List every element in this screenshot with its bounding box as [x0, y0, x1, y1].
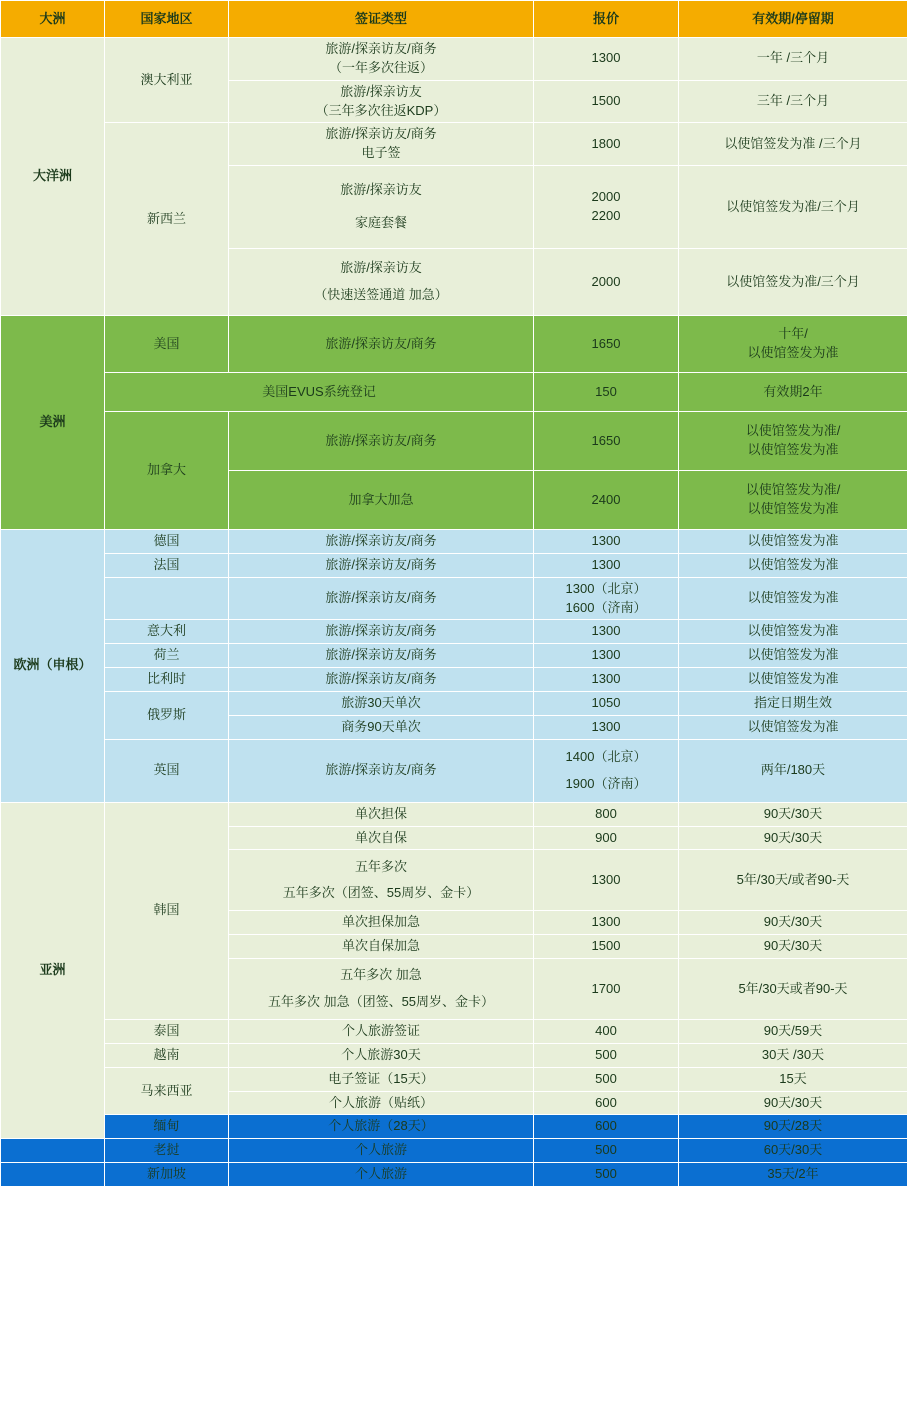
column-header-price: 报价 — [534, 1, 679, 38]
price: 800 — [534, 802, 679, 826]
validity: 以使馆签发为准 — [679, 530, 907, 554]
visa-type-line1: 旅游/探亲访友/商务 — [325, 41, 437, 56]
validity: 以使馆签发为准 — [679, 620, 907, 644]
country-myanmar: 缅甸 — [105, 1115, 229, 1139]
visa-type — [229, 123, 534, 166]
validity: 90天/30天 — [679, 911, 907, 935]
validity: 90天/30天 — [679, 935, 907, 959]
country-usa: 美国 — [105, 316, 229, 373]
visa-type: 旅游/探亲访友/商务 — [229, 553, 534, 577]
price: 150 — [534, 373, 679, 412]
table-row — [1, 373, 907, 412]
price: 1500 — [534, 80, 679, 123]
country-russia: 俄罗斯 — [105, 691, 229, 739]
price: 1300 — [534, 553, 679, 577]
visa-type: 旅游/探亲访友/商务 — [229, 530, 534, 554]
table-row — [1, 553, 907, 577]
visa-type: 个人旅游（28天） — [229, 1115, 534, 1139]
country-laos: 老挝 — [105, 1139, 229, 1163]
country-italy: 意大利 — [105, 620, 229, 644]
country-korea: 韩国 — [105, 802, 229, 1019]
price: 2400 — [534, 471, 679, 530]
price: 1650 — [534, 316, 679, 373]
price: 1300 — [534, 530, 679, 554]
visa-type-line1: 旅游/探亲访友/商务 — [325, 126, 437, 142]
price: 500 — [534, 1163, 679, 1187]
table-row — [1, 123, 907, 166]
validity: 以使馆签发为准 — [679, 668, 907, 692]
column-header-continent: 大洲 — [1, 1, 105, 38]
validity: 以使馆签发为准/三个月 — [679, 166, 907, 249]
country-singapore: 新加坡 — [105, 1163, 229, 1187]
visa-type: 单次自保 — [229, 826, 534, 850]
validity — [679, 412, 907, 471]
price-line2: 1900（济南） — [565, 775, 647, 791]
visa-type-line2: （三年多次往返KDP） — [315, 102, 447, 118]
price: 1300 — [534, 715, 679, 739]
table-row — [1, 802, 907, 826]
visa-type: 个人旅游30天 — [229, 1043, 534, 1067]
table-header-row — [1, 1, 907, 38]
visa-type-line1: 五年多次 — [354, 858, 407, 874]
continent-america: 美洲 — [1, 316, 105, 530]
validity-line2: 以使馆签发为准 — [747, 345, 839, 361]
price-line2: 1600（济南） — [565, 599, 647, 615]
validity: 90天/30天 — [679, 826, 907, 850]
country-belgium: 比利时 — [105, 668, 229, 692]
visa-type — [229, 38, 534, 81]
visa-type-line2: 家庭套餐 — [354, 215, 407, 231]
visa-type-line2: 五年多次（团签、55周岁、金卡） — [282, 885, 480, 901]
price: 1500 — [534, 935, 679, 959]
column-header-validity: 有效期/停留期 — [679, 1, 907, 38]
country-france: 法国 — [105, 553, 229, 577]
column-header-country: 国家地区 — [105, 1, 229, 38]
price-line1: 1400（北京） — [565, 748, 647, 764]
visa-type: 个人旅游 — [229, 1163, 534, 1187]
price: 1300 — [534, 620, 679, 644]
table-row — [1, 668, 907, 692]
validity: 以使馆签发为准 — [679, 577, 907, 620]
price: 1800 — [534, 123, 679, 166]
visa-type: 旅游/探亲访友/商务 — [229, 577, 534, 620]
country-vietnam: 越南 — [105, 1043, 229, 1067]
validity-line1: 以使馆签发为准/ — [745, 423, 841, 439]
table-row — [1, 1139, 907, 1163]
table-row — [1, 530, 907, 554]
validity-line2: 以使馆签发为准 — [747, 442, 839, 458]
visa-type — [229, 249, 534, 316]
visa-type — [229, 166, 534, 249]
validity: 以使馆签发为准 — [679, 715, 907, 739]
visa-type: 商务90天单次 — [229, 715, 534, 739]
visa-type — [229, 850, 534, 911]
visa-type: 单次担保加急 — [229, 911, 534, 935]
visa-type: 电子签证（15天） — [229, 1067, 534, 1091]
validity: 三年 /三个月 — [679, 80, 907, 123]
visa-type — [229, 959, 534, 1020]
continent-blank — [1, 1139, 105, 1163]
validity-line2: 以使馆签发为准 — [747, 501, 839, 517]
validity: 以使馆签发为准 — [679, 553, 907, 577]
validity: 以使馆签发为准/三个月 — [679, 249, 907, 316]
visa-type: 旅游30天单次 — [229, 691, 534, 715]
table-row — [1, 316, 907, 373]
visa-type: 个人旅游 — [229, 1139, 534, 1163]
price: 500 — [534, 1067, 679, 1091]
table-row — [1, 739, 907, 802]
price — [534, 166, 679, 249]
country-malaysia: 马来西亚 — [105, 1067, 229, 1115]
price: 500 — [534, 1139, 679, 1163]
visa-type: 单次自保加急 — [229, 935, 534, 959]
visa-type: 旅游/探亲访友/商务 — [229, 620, 534, 644]
validity: 90天/30天 — [679, 1091, 907, 1115]
table-row — [1, 577, 907, 620]
country-thailand: 泰国 — [105, 1020, 229, 1044]
visa-type: 旅游/探亲访友/商务 — [229, 644, 534, 668]
price: 400 — [534, 1020, 679, 1044]
validity: 一年 /三个月 — [679, 38, 907, 81]
visa-type — [229, 80, 534, 123]
visa-type: 个人旅游签证 — [229, 1020, 534, 1044]
validity: 35天/2年 — [679, 1163, 907, 1187]
validity: 30天 /30天 — [679, 1043, 907, 1067]
country-blank — [105, 577, 229, 620]
price: 1300 — [534, 911, 679, 935]
validity — [679, 316, 907, 373]
continent-asia: 亚洲 — [1, 802, 105, 1139]
visa-type-line1: 旅游/探亲访友 — [340, 83, 422, 99]
validity: 90天/30天 — [679, 802, 907, 826]
price-line2: 2200 — [591, 208, 621, 224]
price: 1050 — [534, 691, 679, 715]
table-row — [1, 644, 907, 668]
price: 600 — [534, 1115, 679, 1139]
visa-type-evus: 美国EVUS系统登记 — [105, 373, 534, 412]
column-header-visa-type: 签证类型 — [229, 1, 534, 38]
price: 1650 — [534, 412, 679, 471]
validity: 指定日期生效 — [679, 691, 907, 715]
country-australia: 澳大利亚 — [105, 38, 229, 123]
visa-type-line2: 电子签 — [361, 145, 401, 161]
validity: 90天/59天 — [679, 1020, 907, 1044]
validity-line1: 以使馆签发为准/ — [745, 482, 841, 498]
visa-type: 旅游/探亲访友/商务 — [229, 668, 534, 692]
visa-type: 旅游/探亲访友/商务 — [229, 739, 534, 802]
country-canada: 加拿大 — [105, 412, 229, 530]
continent-blank — [1, 1163, 105, 1187]
price: 1700 — [534, 959, 679, 1020]
table-row — [1, 1115, 907, 1139]
price: 2000 — [534, 249, 679, 316]
validity: 5年/30天/或者90-天 — [679, 850, 907, 911]
visa-type-line1: 五年多次 加急 — [340, 967, 422, 983]
continent-europe-schengen: 欧洲（申根） — [1, 530, 105, 803]
price: 1300 — [534, 38, 679, 81]
price: 1300 — [534, 644, 679, 668]
country-uk: 英国 — [105, 739, 229, 802]
validity-line1: 十年/ — [778, 326, 808, 342]
visa-type-line2: （一年多次往返） — [328, 59, 433, 75]
country-germany: 德国 — [105, 530, 229, 554]
visa-type: 单次担保 — [229, 802, 534, 826]
validity: 两年/180天 — [679, 739, 907, 802]
table-row — [1, 38, 907, 81]
table-row — [1, 1020, 907, 1044]
visa-type: 旅游/探亲访友/商务 — [229, 412, 534, 471]
table-row — [1, 412, 907, 471]
validity: 以使馆签发为准 — [679, 644, 907, 668]
price: 1300 — [534, 668, 679, 692]
country-netherlands: 荷兰 — [105, 644, 229, 668]
table-row — [1, 691, 907, 715]
visa-type-line2: （快速送签通道 加急） — [314, 287, 448, 303]
visa-type-line2: 五年多次 加急（团签、55周岁、金卡） — [267, 994, 495, 1010]
price: 500 — [534, 1043, 679, 1067]
price: 900 — [534, 826, 679, 850]
visa-type: 加拿大加急 — [229, 471, 534, 530]
price-line1: 2000 — [591, 189, 621, 205]
visa-type: 个人旅游（贴纸） — [229, 1091, 534, 1115]
table-row — [1, 1163, 907, 1187]
validity: 90天/28天 — [679, 1115, 907, 1139]
visa-type-line1: 旅游/探亲访友 — [340, 182, 422, 198]
price: 1300 — [534, 850, 679, 911]
continent-oceania: 大洋洲 — [1, 38, 105, 316]
visa-type: 旅游/探亲访友/商务 — [229, 316, 534, 373]
table-row — [1, 620, 907, 644]
validity — [679, 471, 907, 530]
validity: 以使馆签发为准 /三个月 — [679, 123, 907, 166]
visa-type-line1: 旅游/探亲访友 — [340, 260, 422, 276]
validity: 有效期2年 — [679, 373, 907, 412]
validity: 15天 — [679, 1067, 907, 1091]
price — [534, 739, 679, 802]
table-row — [1, 1043, 907, 1067]
country-new-zealand: 新西兰 — [105, 123, 229, 316]
price — [534, 577, 679, 620]
price: 600 — [534, 1091, 679, 1115]
validity: 5年/30天或者90-天 — [679, 959, 907, 1020]
price-line1: 1300（北京） — [565, 580, 647, 596]
validity: 60天/30天 — [679, 1139, 907, 1163]
table-row — [1, 1067, 907, 1091]
